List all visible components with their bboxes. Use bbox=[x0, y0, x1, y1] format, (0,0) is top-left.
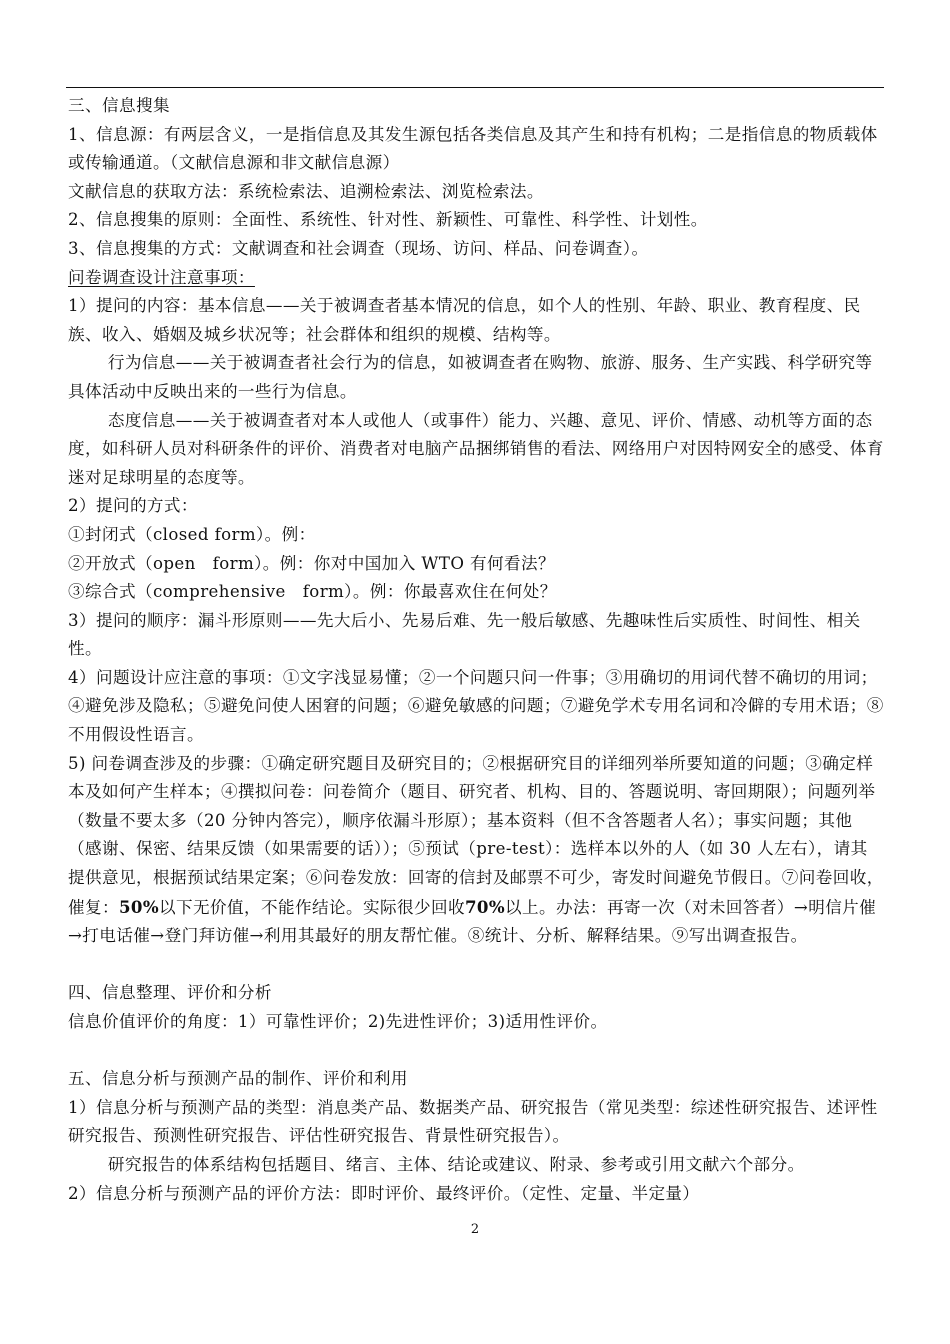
text-run: 5) 问卷调查涉及的步骤：①确定研究题目及研究目的；②根据研究目的详细列举所要知道的问题；③确定样本及如何产生样本；④撰拟问卷：问卷简介（题目、研究者、机构、目的、答题说明、寄回期限）；问题列举（数量不要太多（20 分钟内答完），顺序依漏斗形原）；基本资料（但不含答题者人名）；事实问题；其他（感谢、保密、结果反馈（如果需要的话））；⑤预试（pre-test）：选样本以外的人（如 30 人左右），请其提供意见，根据预试结果定案；⑥问卷发放：回寄的信封及邮票不可少，寄发时间避免节假日。⑦问卷回收，催复： bbox=[68, 753, 884, 917]
list-item: ②开放式（open form）。例：你对中国加入 WTO 有何看法？ bbox=[68, 553, 555, 573]
paragraph-steps bbox=[68, 750, 884, 951]
paragraph: 研究报告的体系结构包括题目、绪言、主体、结论或建议、附录、参考或引用文献六个部分。 bbox=[107, 1154, 805, 1174]
section-heading-5: 五、信息分析与预测产品的制作、评价和利用 bbox=[68, 1069, 408, 1089]
paragraph: 4）问题设计应注意的事项：①文字浅显易懂；②一个问题只问一件事；③用确切的用词代替不确切的用词；④避免涉及隐私；⑤避免问使人困窘的问题；⑥避免敏感的问题；⑦避免学术专用名词和冷僻的专用术语；⑧不用假设性语言。 bbox=[68, 667, 884, 745]
paragraph: 态度信息——关于被调查者对本人或他人（或事件）能力、兴趣、意见、评价、情感、动机等方面的态度，如科研人员对科研条件的评价、消费者对电脑产品捆绑销售的看法、网络用户对因特网安全的感受、体育迷对足球明星的态度等。 bbox=[68, 410, 884, 487]
paragraph: 文献信息的获取方法：系统检索法、追溯检索法、浏览检索法。 bbox=[68, 181, 544, 201]
note-title bbox=[68, 264, 884, 293]
spacer bbox=[68, 951, 884, 980]
text-run: 以上。办法：再寄一次（对未回答者）→明信片催→打电话催→登门拜访催→利用其最好的朋友帮忙催。⑧统计、分析、解释结果。⑨写出调查报告。 bbox=[68, 897, 877, 946]
paragraph: 1）信息分析与预测产品的类型：消息类产品、数据类产品、研究报告（常见类型：综述性研究报告、述评性研究报告、预测性研究报告、评估性研究报告、背景性研究报告）。 bbox=[68, 1097, 878, 1146]
paragraph: 2）信息分析与预测产品的评价方法：即时评价、最终评价。（定性、定量、半定量） bbox=[68, 1183, 700, 1203]
paragraph: 1）提问的内容：基本信息——关于被调查者基本情况的信息，如个人的性别、年龄、职业、教育程度、民族、收入、婚姻及城乡状况等；社会群体和组织的规模、结构等。 bbox=[68, 296, 861, 344]
note-title-text: 问卷调查设计注意事项： bbox=[68, 267, 255, 287]
paragraph: 信息价值评价的角度：1）可靠性评价；2)先进性评价；3)适用性评价。 bbox=[68, 1012, 608, 1031]
section-heading-4: 四、信息整理、评价和分析 bbox=[68, 983, 272, 1003]
paragraph: 1、信息源：有两层含义，一是指信息及其发生源包括各类信息及其产生和持有机构；二是指信息的物质载体或传输通道。（文献信息源和非文献信息源） bbox=[68, 124, 878, 173]
paragraph: 3）提问的顺序：漏斗形原则——先大后小、先易后难、先一般后敏感、先趣味性后实质性、时间性、相关性。 bbox=[68, 610, 861, 659]
spacer bbox=[68, 1037, 884, 1066]
page-number: 2 bbox=[470, 1222, 480, 1237]
list-item: ①封闭式（closed form）。例： bbox=[68, 524, 316, 544]
paragraph: 2、信息搜集的原则：全面性、系统性、针对性、新颖性、可靠性、科学性、计划性。 bbox=[68, 210, 708, 230]
text-run: 以下无价值，不能作结论。实际很少回收 bbox=[159, 897, 465, 917]
bold-percent: 70% bbox=[464, 896, 505, 917]
bold-percent: 50% bbox=[118, 896, 160, 917]
paragraph: 2）提问的方式： bbox=[68, 496, 198, 516]
list-item: ③综合式（comprehensive form）。例：你最喜欢住在何处？ bbox=[68, 582, 557, 602]
paragraph: 行为信息——关于被调查者社会行为的信息，如被调查者在购物、旅游、服务、生产实践、科学研究等具体活动中反映出来的一些行为信息。 bbox=[68, 353, 873, 401]
paragraph: 3、信息搜集的方式：文献调查和社会调查（现场、访问、样品、问卷调查）。 bbox=[68, 238, 649, 258]
page-content bbox=[68, 92, 884, 1208]
section-heading-3: 三、信息搜集 bbox=[68, 96, 170, 115]
header-rule bbox=[66, 87, 884, 88]
